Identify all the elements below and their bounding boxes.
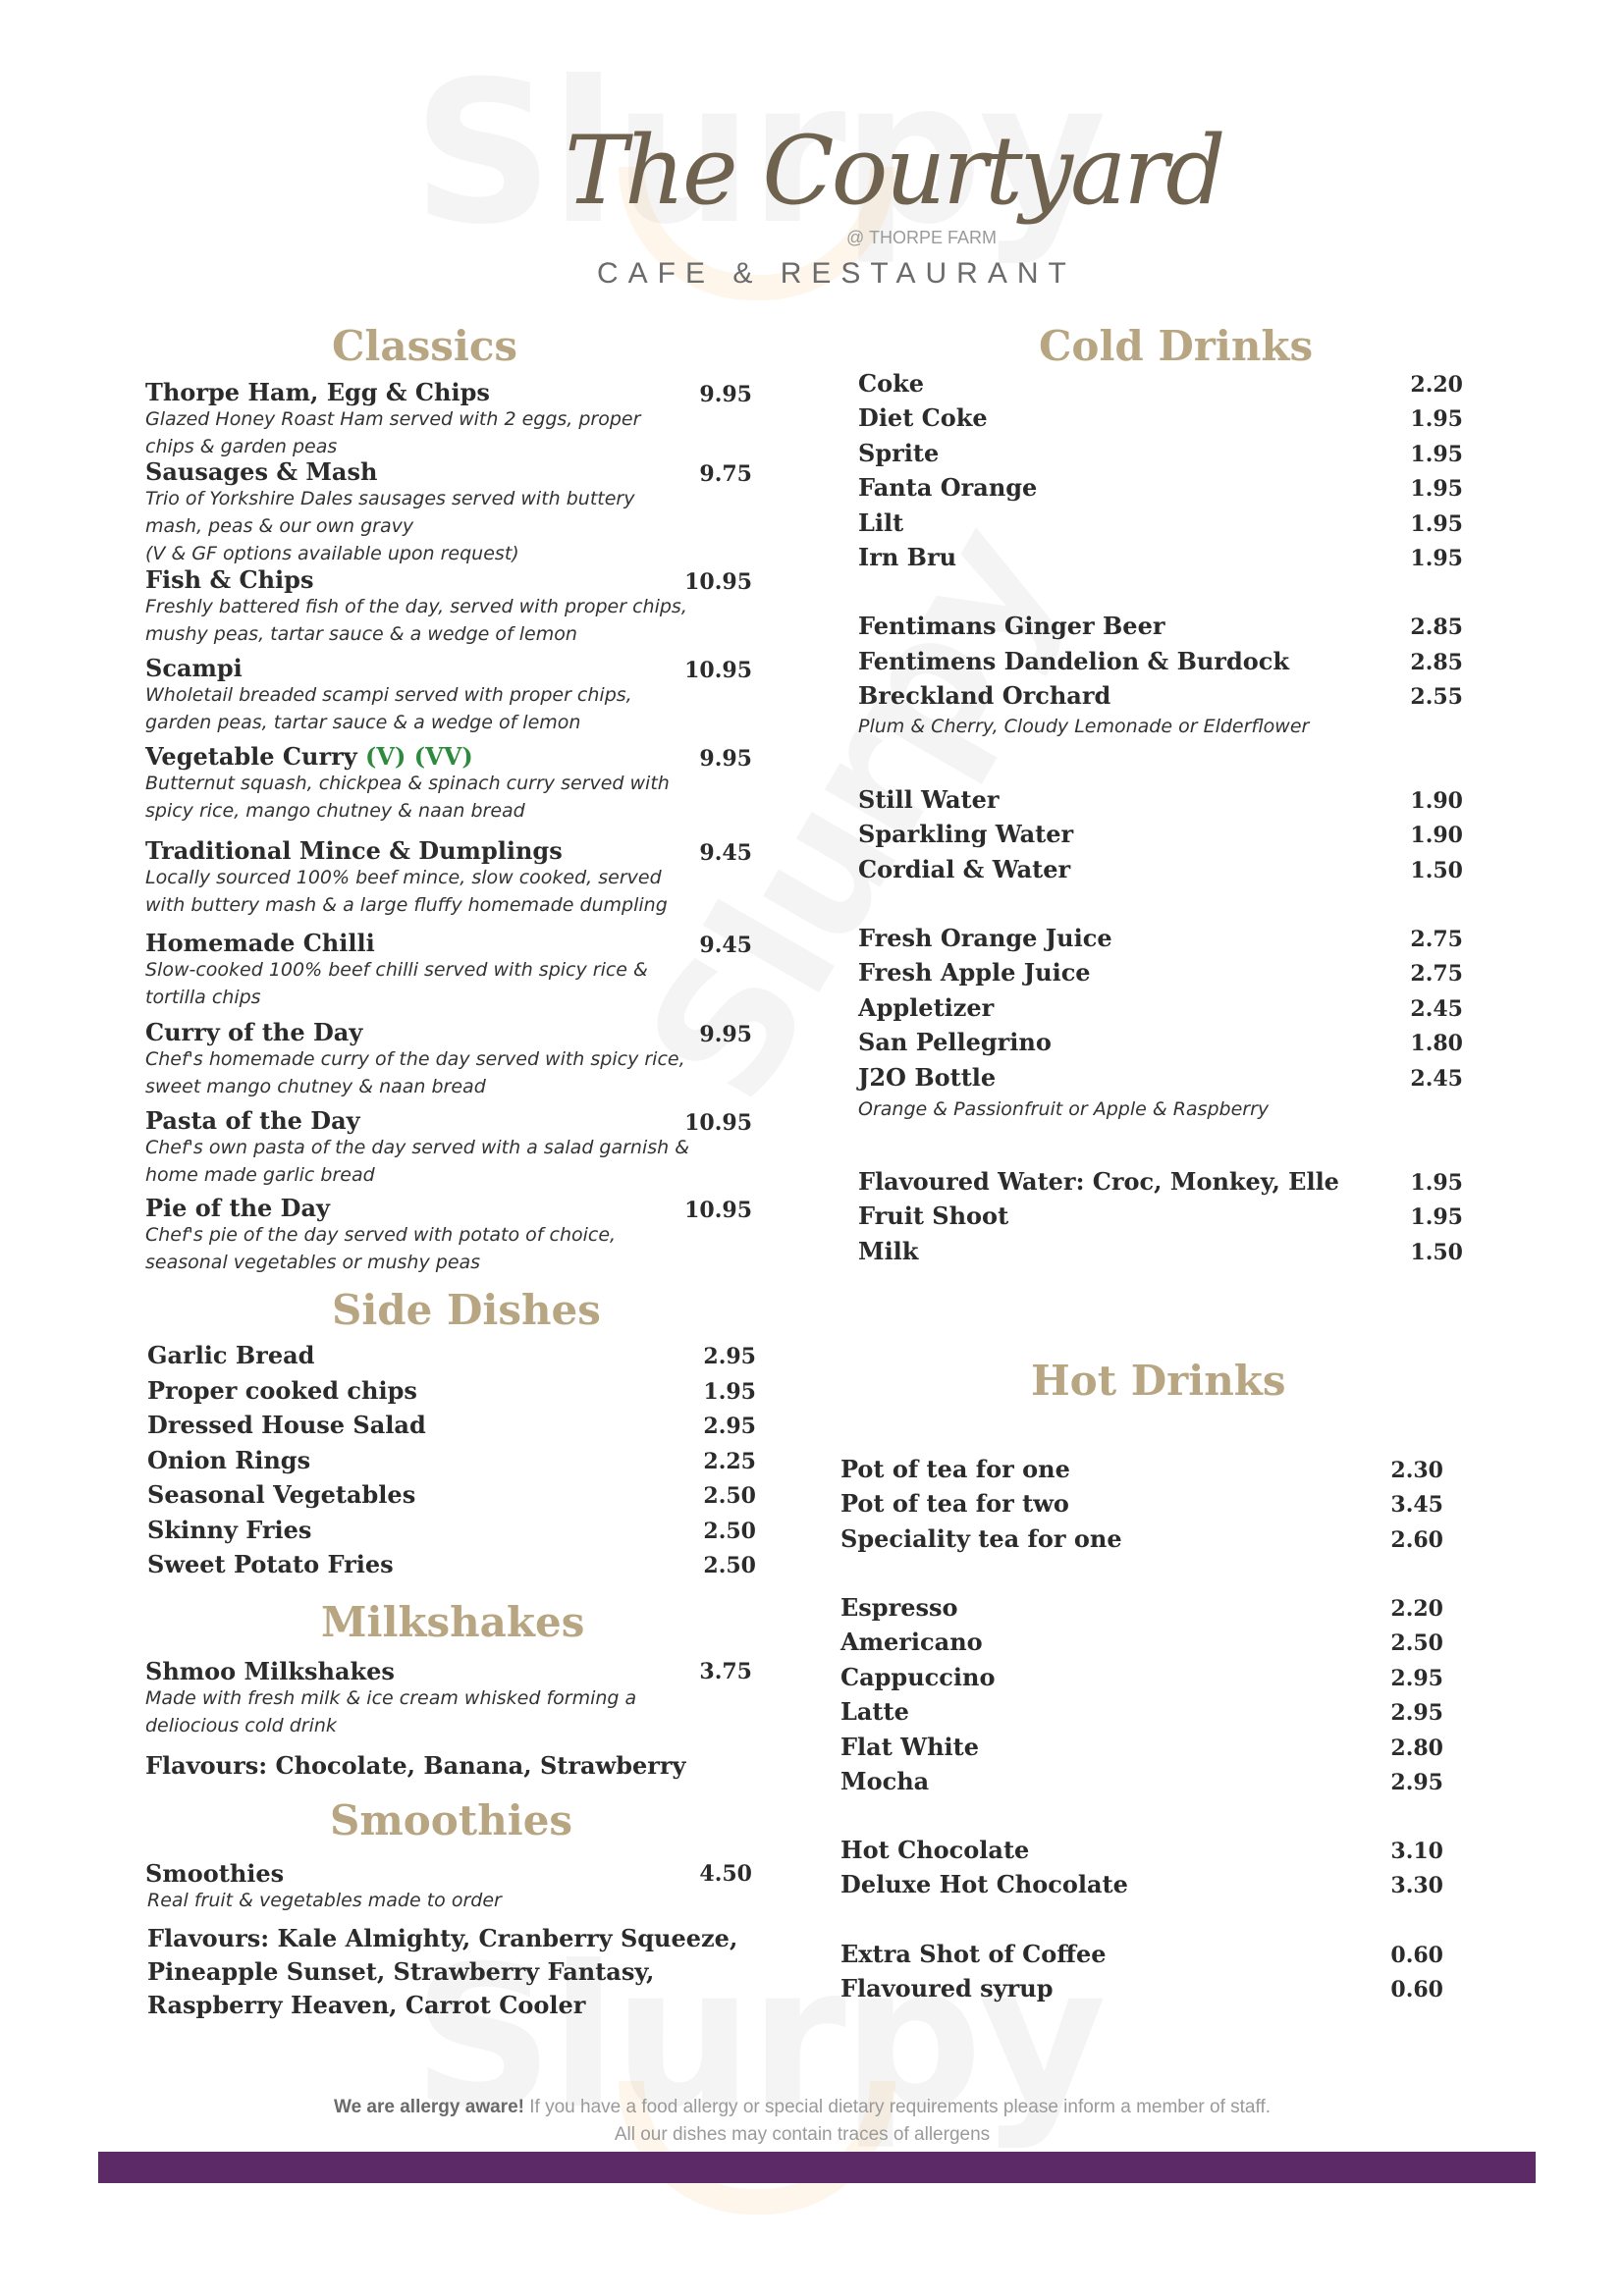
classic-item-desc: Slow-cooked 100% beef chilli served with spicy rice & tortilla chips — [145, 959, 648, 1008]
allergy-notice-bold: We are allergy aware! — [333, 2097, 524, 2117]
hot-drink-name: Mocha — [840, 1767, 930, 1795]
classic-item-name: Curry of the Day — [145, 1018, 363, 1046]
cold-drink-price: 1.90 — [1410, 823, 1463, 848]
hot-drink-price: 2.80 — [1390, 1735, 1443, 1761]
classic-item-price: 10.95 — [684, 658, 752, 683]
classic-item-desc: Chef's homemade curry of the day served with spicy rice, sweet mango chutney & naan bread — [145, 1048, 685, 1097]
cold-drink-price: 1.95 — [1410, 442, 1463, 467]
cold-drink-price: 1.95 — [1410, 476, 1463, 502]
hot-drink-price: 0.60 — [1390, 1943, 1443, 1968]
cold-drink-price: 1.50 — [1410, 1240, 1463, 1265]
section-title-cold-drinks: Cold Drinks — [1039, 322, 1314, 370]
breckland-note: Plum & Cherry, Cloudy Lemonade or Elderflower — [858, 716, 1310, 737]
hot-drink-price: 2.95 — [1390, 1666, 1443, 1691]
hot-drink-price: 2.30 — [1390, 1458, 1443, 1483]
cold-drink-price: 2.85 — [1410, 650, 1463, 675]
milkshake-name: Shmoo Milkshakes — [145, 1657, 395, 1685]
cold-drink-name: Sprite — [858, 439, 940, 467]
classic-item-name: Thorpe Ham, Egg & Chips — [145, 378, 490, 406]
section-title-milkshakes: Milkshakes — [321, 1598, 585, 1646]
smoothie-name: Smoothies — [145, 1859, 285, 1888]
brand-location: @ THORPE FARM — [846, 228, 997, 247]
j2o-note: Orange & Passionfruit or Apple & Raspberry — [858, 1098, 1270, 1120]
side-dish-name: Onion Rings — [147, 1445, 311, 1474]
milkshake-price: 3.75 — [699, 1659, 752, 1684]
cold-drink-price: 1.95 — [1410, 1170, 1463, 1196]
allergy-notice — [118, 2097, 1487, 2118]
section-title-smoothies: Smoothies — [330, 1796, 573, 1844]
cold-drink-name: Breckland Orchard — [858, 681, 1111, 710]
cold-drink-name: Appletizer — [858, 993, 995, 1022]
cold-drink-name: Irn Bru — [858, 543, 957, 571]
hot-drink-name: Extra Shot of Coffee — [840, 1940, 1107, 1968]
cold-drink-name: Coke — [858, 369, 925, 398]
cold-drink-price: 1.95 — [1410, 511, 1463, 537]
classic-item-price: 9.45 — [699, 840, 752, 866]
hot-drink-name: Cappuccino — [840, 1663, 996, 1691]
hot-drink-price: 0.60 — [1390, 1977, 1443, 2002]
side-dish-name: Garlic Bread — [147, 1341, 315, 1369]
classic-item-name: Pasta of the Day — [145, 1106, 360, 1135]
classic-item-price: 9.95 — [699, 382, 752, 407]
allergy-notice-text: If you have a food allergy or special dietary requirements please inform a member of staff. — [523, 2097, 1271, 2117]
classic-item-name: Pie of the Day — [145, 1194, 330, 1222]
hot-drink-name: Hot Chocolate — [840, 1836, 1030, 1864]
cold-drink-name: Fentimens Dandelion & Burdock — [858, 647, 1289, 675]
hot-drink-price: 3.10 — [1390, 1839, 1443, 1864]
brand-logo-name: The Courtyard — [565, 116, 1223, 226]
classic-item-price: 9.95 — [699, 746, 752, 772]
hot-drink-name: Flavoured syrup — [840, 1974, 1054, 2002]
side-dish-price: 2.50 — [703, 1483, 756, 1509]
classic-item-name: Vegetable Curry (V) (VV) — [145, 742, 473, 771]
cold-drink-price: 2.20 — [1410, 372, 1463, 398]
hot-drink-name: Latte — [840, 1697, 909, 1726]
classic-item-desc: Locally sourced 100% beef mince, slow cooked, served with buttery mash & a large fluffy homemade dumpling — [145, 867, 668, 916]
hot-drink-name: Speciality tea for one — [840, 1524, 1122, 1553]
cold-drink-price: 1.50 — [1410, 858, 1463, 883]
side-dish-price: 2.25 — [703, 1448, 756, 1474]
side-dish-name: Dressed House Salad — [147, 1411, 426, 1439]
cold-drink-name: Fresh Orange Juice — [858, 924, 1112, 952]
hot-drink-price: 3.30 — [1390, 1873, 1443, 1898]
cold-drink-price: 2.85 — [1410, 614, 1463, 640]
section-title-hot-drinks: Hot Drinks — [1031, 1357, 1286, 1405]
cold-drink-name: J2O Bottle — [858, 1063, 997, 1092]
side-dish-price: 1.95 — [703, 1378, 756, 1405]
milkshake-desc: Made with fresh milk & ice cream whisked forming a deliocious cold drink — [145, 1687, 637, 1736]
side-dish-name: Skinny Fries — [147, 1515, 312, 1544]
cold-drink-name: Sparkling Water — [858, 820, 1074, 848]
classic-item-name: Fish & Chips — [145, 565, 314, 594]
section-title-classics: Classics — [332, 322, 518, 370]
classic-item-desc: Chef's pie of the day served with potato of choice, seasonal vegetables or mushy peas — [145, 1224, 617, 1273]
hot-drink-price: 2.60 — [1390, 1527, 1443, 1553]
hot-drink-name: Deluxe Hot Chocolate — [840, 1870, 1128, 1898]
cold-drink-price: 1.95 — [1410, 546, 1463, 571]
footer-brand-bar — [98, 2152, 1536, 2183]
cold-drink-price: 2.75 — [1410, 927, 1463, 952]
classic-item-desc: Wholetail breaded scampi served with proper chips, garden peas, tartar sauce & a wedge of lemon — [145, 684, 632, 733]
vegetarian-tag: (V) — [356, 742, 414, 771]
cold-drink-name: Cordial & Water — [858, 855, 1071, 883]
cold-drink-price: 1.80 — [1410, 1031, 1463, 1056]
cold-drink-name: Lilt — [858, 508, 904, 537]
cold-drink-name: Flavoured Water: Croc, Monkey, Elle — [858, 1167, 1339, 1196]
smoothie-flavours: Flavours: Kale Almighty, Cranberry Squeeze, Pineapple Sunset, Strawberry Fantasy, Raspberry Heaven, Carrot Cooler — [147, 1924, 738, 2019]
hot-drink-price: 3.45 — [1390, 1492, 1443, 1518]
classic-item-price: 9.75 — [699, 461, 752, 487]
hot-drink-price: 2.95 — [1390, 1770, 1443, 1795]
classic-item-price: 10.95 — [684, 569, 752, 595]
hot-drink-name: Pot of tea for two — [840, 1489, 1069, 1518]
cold-drink-price: 1.90 — [1410, 788, 1463, 814]
cold-drink-price: 2.55 — [1410, 684, 1463, 710]
classic-item-price: 9.95 — [699, 1022, 752, 1047]
classic-item-name: Scampi — [145, 654, 243, 682]
classic-item-desc: Chef's own pasta of the day served with a salad garnish & home made garlic bread — [145, 1137, 690, 1186]
classic-item-price: 10.95 — [684, 1198, 752, 1223]
classic-item-desc: Trio of Yorkshire Dales sausages served with buttery mash, peas & our own gravy — [145, 488, 635, 537]
section-title-side-dishes: Side Dishes — [332, 1286, 601, 1334]
cold-drink-name: Fanta Orange — [858, 473, 1038, 502]
side-dish-price: 2.95 — [703, 1414, 756, 1439]
classic-item-desc: Glazed Honey Roast Ham served with 2 eggs, proper chips & garden peas — [145, 408, 641, 457]
hot-drink-price: 2.95 — [1390, 1700, 1443, 1726]
cold-drink-price: 1.95 — [1410, 406, 1463, 432]
hot-drink-price: 2.20 — [1390, 1596, 1443, 1622]
smoothie-price: 4.50 — [699, 1861, 752, 1887]
cold-drink-name: Fruit Shoot — [858, 1201, 1009, 1230]
classic-item-name: Homemade Chilli — [145, 929, 375, 957]
side-dish-name: Sweet Potato Fries — [147, 1550, 394, 1578]
cold-drink-name: Milk — [858, 1237, 919, 1265]
side-dish-price: 2.50 — [703, 1553, 756, 1578]
side-dish-name: Proper cooked chips — [147, 1375, 417, 1405]
hot-drink-name: Espresso — [840, 1593, 958, 1622]
milkshake-flavours: Flavours: Chocolate, Banana, Strawberry — [145, 1751, 686, 1780]
allergy-notice-line2: All our dishes may contain traces of allergens — [614, 2124, 991, 2145]
side-dish-name: Seasonal Vegetables — [147, 1480, 416, 1509]
classic-item-desc: Butternut squash, chickpea & spinach curry served with spicy rice, mango chutney & naan bread — [145, 773, 670, 822]
cold-drink-price: 2.75 — [1410, 961, 1463, 987]
hot-drink-name: Flat White — [840, 1733, 980, 1761]
classic-item-name: Sausages & Mash — [145, 457, 378, 486]
cold-drink-name: San Pellegrino — [858, 1028, 1052, 1056]
classic-item-note: (V & GF options available upon request) — [145, 543, 519, 564]
classic-item-price: 10.95 — [684, 1110, 752, 1136]
hot-drink-price: 2.50 — [1390, 1630, 1443, 1656]
cold-drink-name: Still Water — [858, 785, 1000, 814]
cold-drink-name: Fentimans Ginger Beer — [858, 612, 1165, 640]
vegan-tag: (VV) — [413, 742, 473, 771]
cold-drink-price: 2.45 — [1410, 1066, 1463, 1092]
hot-drink-name: Pot of tea for one — [840, 1455, 1070, 1483]
classic-item-name: Traditional Mince & Dumplings — [145, 836, 563, 865]
side-dish-price: 2.50 — [703, 1518, 756, 1544]
cold-drink-name: Diet Coke — [858, 403, 988, 432]
cold-drink-price: 1.95 — [1410, 1204, 1463, 1230]
side-dish-price: 2.95 — [703, 1344, 756, 1369]
cold-drink-name: Fresh Apple Juice — [858, 958, 1091, 987]
smoothie-desc: Real fruit & vegetables made to order — [147, 1890, 502, 1911]
classic-item-price: 9.45 — [699, 933, 752, 958]
hot-drink-name: Americano — [840, 1628, 983, 1656]
cold-drink-price: 2.45 — [1410, 996, 1463, 1022]
classic-item-desc: Freshly battered fish of the day, served with proper chips, mushy peas, tartar sauce & a wedge of lemon — [145, 596, 687, 645]
brand-tagline: CAFE & RESTAURANT — [597, 257, 1076, 290]
